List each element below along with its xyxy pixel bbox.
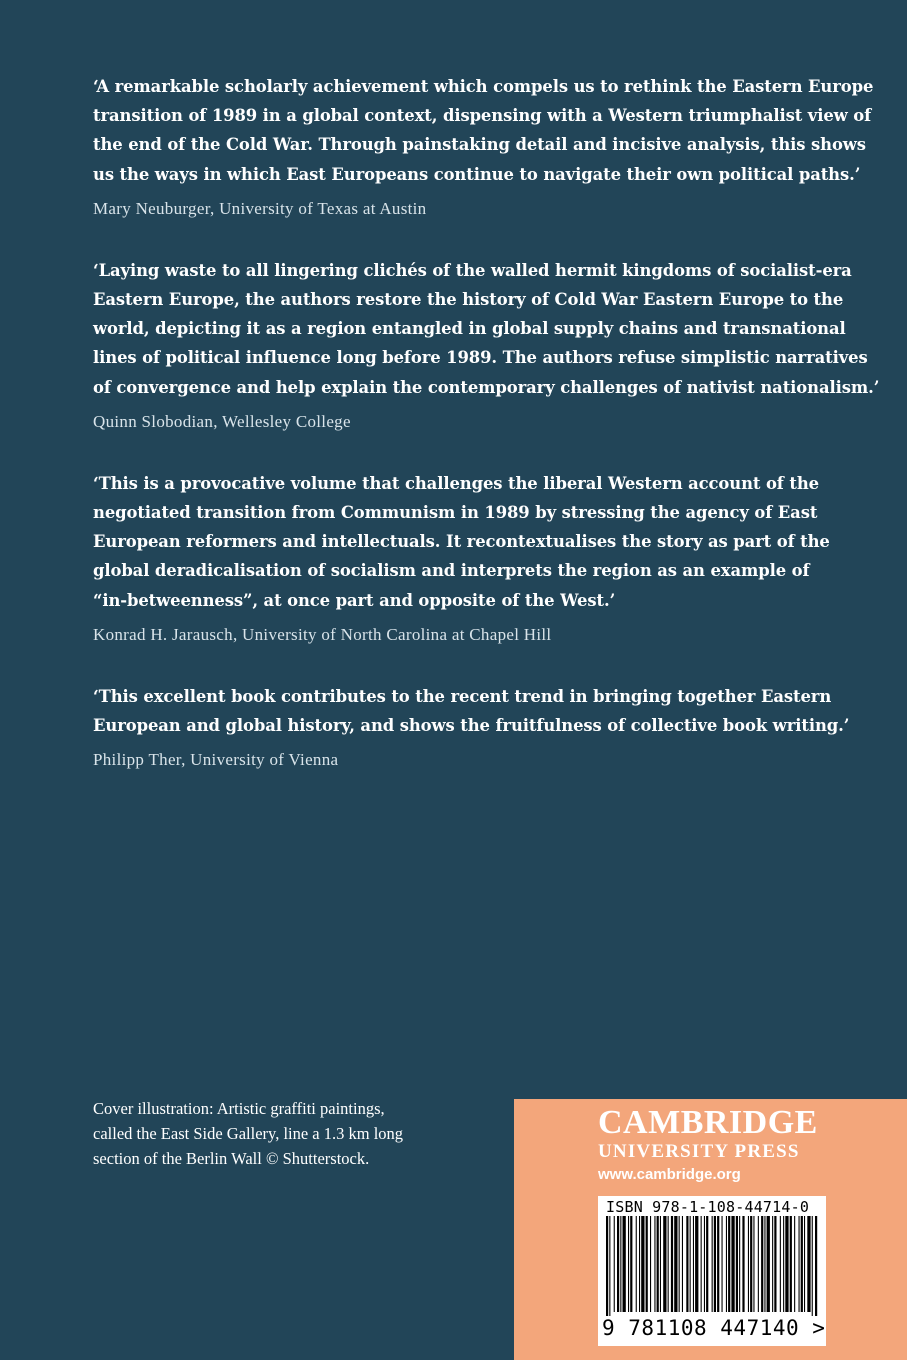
publisher-panel [514,1099,907,1360]
isbn-label: ISBN 978-1-108-44714-0 [606,1198,810,1216]
barcode-bar [682,1216,683,1312]
quote-attribution: Mary Neuburger, University of Texas at Austin [93,198,427,218]
quote-line: ‘A remarkable scholarly achievement which compels us to rethink the Eastern Europe [93,77,874,96]
quote-attribution: Quinn Slobodian, Wellesley College [93,411,351,431]
barcode-bar [657,1216,659,1312]
barcode-bar [764,1216,765,1312]
credit-line: called the East Side Gallery, line a 1.3 km long [93,1124,404,1143]
barcode-bar [617,1216,619,1312]
barcode-bar [726,1216,727,1312]
barcode-bar [712,1216,713,1312]
quote-line: of convergence and help explain the contemporary challenges of nativist nationalism.’ [93,377,880,397]
barcode-bar [815,1216,817,1316]
publisher-name: CAMBRIDGE [598,1104,818,1141]
quote-line: us the ways in which East Europeans continue to navigate their own political paths.’ [93,164,861,184]
credit-line: Cover illustration: Artistic graffiti paintings, [93,1099,385,1118]
quote-line: European reformers and intellectuals. It recontextualises the story as part of the [93,532,830,552]
barcode-bar [772,1216,773,1312]
quote-line: ‘Laying waste to all lingering clichés of the walled hermit kingdoms of socialist-era [93,260,852,280]
publisher-subtitle: UNIVERSITY PRESS [598,1141,800,1162]
barcode-bar [807,1216,810,1312]
barcode-bar [641,1216,644,1312]
barcode-bar [731,1216,734,1312]
barcode-bar [693,1216,694,1312]
barcode-bar [794,1216,795,1312]
quote-line: the end of the Cold War. Through painstaking detail and incisive analysis, this shows [93,135,866,155]
barcode-bar [663,1216,666,1312]
barcode-bar [628,1216,629,1312]
barcode-bar [742,1216,744,1312]
endorsement-3 [93,469,853,648]
barcode-bar [804,1216,805,1312]
barcode-bar [614,1216,615,1312]
barcode-bar [722,1216,723,1312]
quote-line: global deradicalisation of socialism and interprets the region as an example of [93,561,810,581]
barcode-bar [695,1216,698,1312]
barcode-digits: 9 781108 447140 > [602,1316,826,1340]
quote-line: ‘This excellent book contributes to the recent trend in bringing together Eastern [93,686,832,706]
barcode-bar [701,1216,702,1312]
barcode-bar [668,1216,669,1312]
endorsement-1 [93,72,874,222]
quote-line: transition of 1989 in a global context, dispensing with a Western triumphalist view of [93,106,872,126]
quote-attribution: Philipp Ther, University of Vienna [93,750,339,770]
barcode-bar [717,1216,719,1312]
barcode-bar [671,1216,673,1312]
endorsement-4 [93,682,853,773]
barcode-bar [620,1216,621,1312]
barcode-bar [812,1216,813,1316]
barcode [598,1196,826,1346]
barcode-bar [706,1216,708,1312]
barcode-bar [767,1216,770,1312]
quote-text [93,469,853,615]
credit-line: section of the Berlin Wall © Shutterstock. [93,1149,370,1168]
barcode-bar [780,1216,781,1312]
barcode-bar [774,1216,776,1312]
barcode-bar [623,1216,626,1312]
quote-attribution: Konrad H. Jarausch, University of North Carolina at Chapel Hill [93,624,552,644]
barcode-bar [704,1216,705,1312]
barcode-bar [636,1216,637,1312]
barcode-bar [639,1216,640,1312]
cover-credit [93,1096,493,1171]
barcode-bar [761,1216,763,1312]
quote-text [93,256,880,402]
quote-line: lines of political influence long before 1989. The authors refuse simplistic narratives [93,348,868,368]
endorsements [93,72,880,807]
barcode-bar [630,1216,632,1312]
barcode-bar [753,1216,754,1312]
barcode-bar [650,1216,651,1312]
barcode-bar [748,1216,749,1312]
quote-line: European and global history, and shows the fruitfulness of collective book writing.’ [93,716,850,736]
barcode-bar [758,1216,759,1312]
quote-line: Eastern Europe, the authors restore the history of Cold War Eastern Europe to the [93,290,844,310]
barcode-bar [801,1216,803,1312]
quote-line: negotiated transition from Communism in 1989 by stressing the agency of East [93,503,818,523]
barcode-bar [609,1216,610,1316]
barcode-bar [660,1216,661,1312]
barcode-bar [606,1216,608,1316]
quote-line: ‘This is a provocative volume that challenges the liberal Western account of the [93,473,819,493]
barcode-bar [714,1216,716,1312]
barcode-bar [790,1216,792,1312]
barcode-bar [674,1216,677,1312]
barcode-bar [646,1216,648,1312]
endorsement-2 [93,256,880,435]
barcode-bars [604,1216,820,1316]
barcode-bar [686,1216,688,1312]
barcode-bar [783,1216,784,1312]
barcode-bar [728,1216,730,1312]
barcode-bar [785,1216,788,1312]
quote-text [93,682,853,740]
barcode-bar [799,1216,800,1312]
quote-text [93,72,874,189]
barcode-bar [690,1216,691,1312]
barcode-bar [750,1216,752,1312]
barcode-bar [739,1216,740,1312]
quote-line: world, depicting it as a region entangled in global supply chains and transnational [93,319,846,339]
quote-line: “in-betweenness”, at once part and opposite of the West.’ [93,590,616,610]
barcode-bar [736,1216,738,1312]
publisher-url: www.cambridge.org [598,1166,741,1183]
barcode-bar [679,1216,680,1312]
barcode-bar [654,1216,655,1312]
